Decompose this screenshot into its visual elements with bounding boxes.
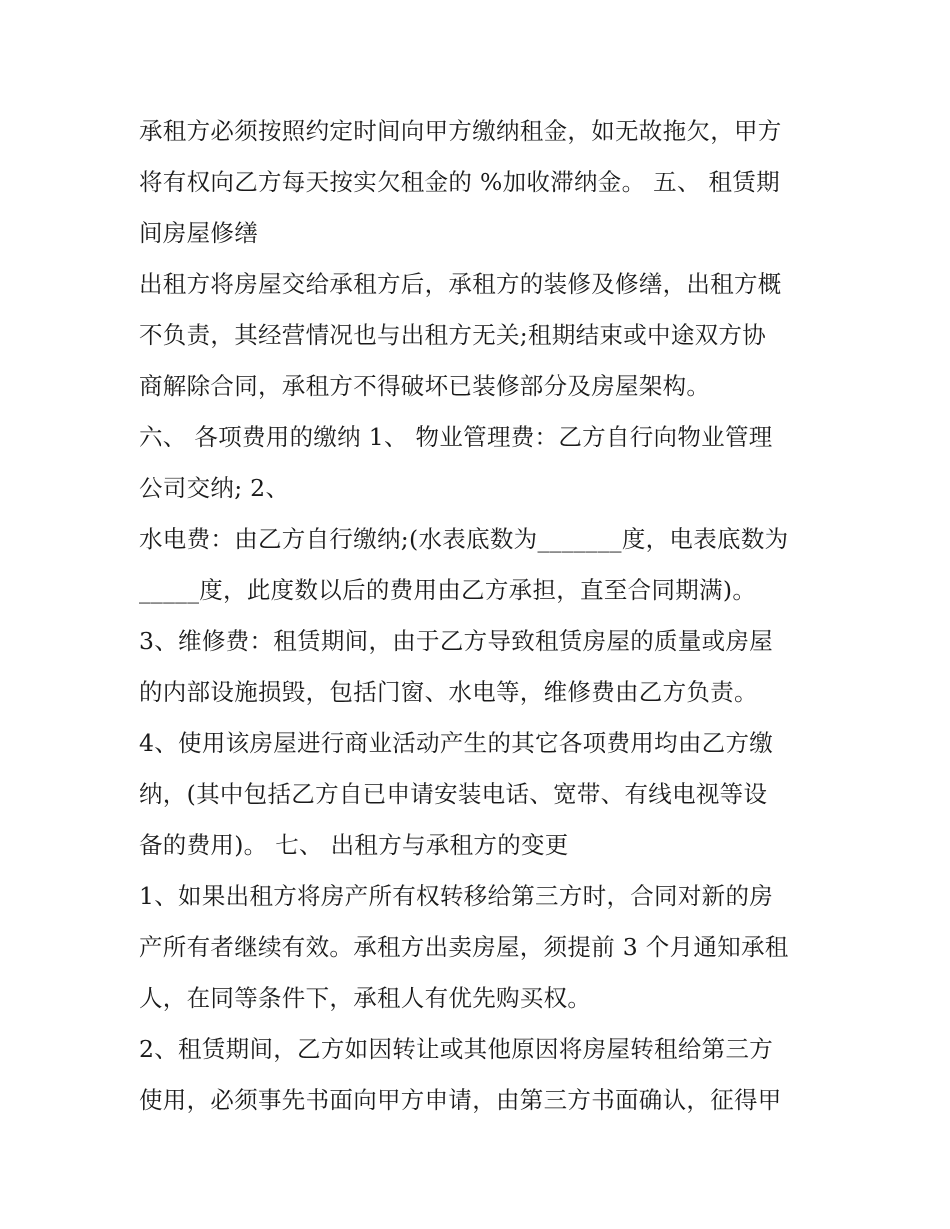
text-line: 3、维修费：租赁期间，由于乙方导致租赁房屋的质量或房屋 [139, 627, 774, 655]
contract-text-body [139, 106, 819, 1126]
text-line: 公司交纳; 2、 [139, 474, 290, 502]
text-line: 4、使用该房屋进行商业活动产生的其它各项费用均由乙方缴 [139, 729, 774, 757]
text-line: 2、租赁期间，乙方如因转让或其他原因将房屋转租给第三方 [139, 1035, 774, 1063]
text-line: 人，在同等条件下，承租人有优先购买权。 [139, 984, 592, 1012]
text-line: 的内部设施损毁，包括门窗、水电等，维修费由乙方负责。 [139, 678, 758, 706]
text-line: 1、如果出租方将房产所有权转移给第三方时，合同对新的房 [139, 882, 774, 910]
text-line: 商解除合同，承租方不得破坏已装修部分及房屋架构。 [139, 372, 711, 400]
text-line: 产所有者继续有效。承租方出卖房屋，须提前 3 个月通知承租 [139, 933, 789, 961]
text-line: 使用，必须事先书面向甲方申请，由第三方书面确认，征得甲 [139, 1086, 782, 1114]
text-line: _____度，此度数以后的费用由乙方承担，直至合同期满)。 [139, 576, 757, 604]
text-line: 六、 各项费用的缴纳 1、 物业管理费：乙方自行向物业管理 [139, 423, 773, 451]
text-line: 纳，(其中包括乙方自已申请安装电话、宽带、有线电视等设 [139, 780, 768, 808]
text-line: 间房屋修缮 [139, 219, 258, 247]
text-line: 备的费用)。 七、 出租方与承租方的变更 [139, 831, 569, 859]
text-line: 将有权向乙方每天按实欠租金的 %加收滞纳金。 五、 租赁期 [139, 168, 780, 196]
text-line: 出租方将房屋交给承租方后，承租方的装修及修缮，出租方概 [139, 270, 782, 298]
text-line: 水电费：由乙方自行缴纳;(水表底数为_______度，电表底数为 [139, 525, 789, 553]
text-line: 承租方必须按照约定时间向甲方缴纳租金，如无故拖欠，甲方 [139, 117, 782, 145]
text-line: 不负责，其经营情况也与出租方无关;租期结束或中途双方协 [139, 321, 767, 349]
